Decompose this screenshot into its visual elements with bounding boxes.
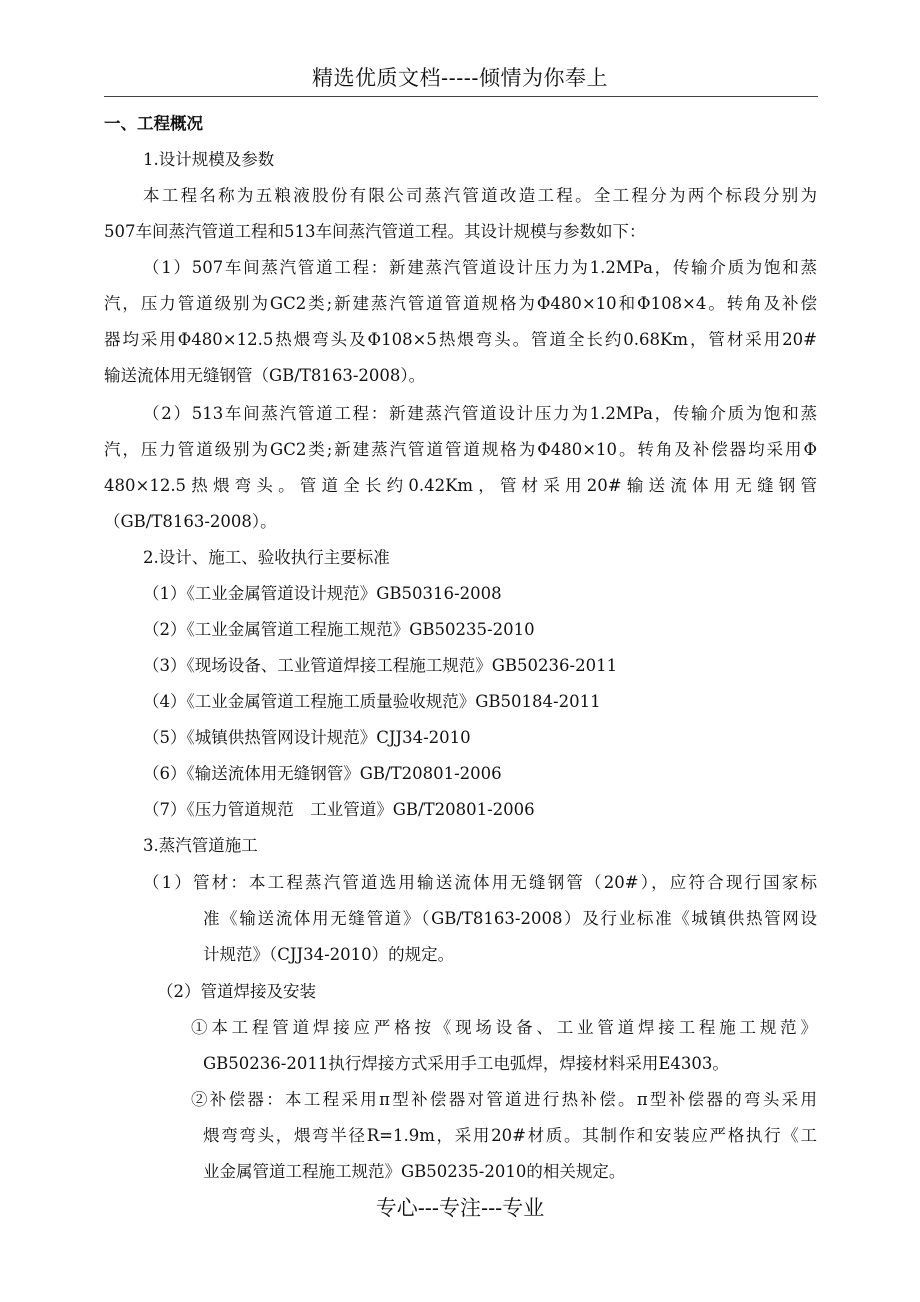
compensator-line-2: 煨弯弯头，煨弯半径R=1.9m，采用20#材质。其制作和安装应严格执行《工 (203, 1126, 817, 1145)
pipe-material-line-2: 准《输送流体用无缝管道》（GB/T8163-2008）及行业标准《城镇供热管网设 (203, 909, 817, 928)
intro-line-2: 507车间蒸汽管道工程和513车间蒸汽管道工程。其设计规模与参数如下： (104, 222, 646, 241)
item1-line-2: 汽，压力管道级别为GC2类;新建蒸汽管道管道规格为Φ480×10和Φ108×4。转角及补偿 (104, 294, 817, 313)
subsection-title-2: 2.设计、施工、验收执行主要标准 (143, 548, 390, 567)
intro-line-1: 本工程名称为五粮液股份有限公司蒸汽管道改造工程。全工程分为两个标段分别为 (143, 186, 817, 205)
item1-line-4: 输送流体用无缝钢管（GB/T8163-2008）。 (104, 366, 426, 385)
subsection-title-3: 3.蒸汽管道施工 (143, 836, 258, 855)
section-title: 一、工程概况 (104, 114, 203, 133)
header-divider (104, 96, 818, 97)
compensator-line-3: 业金属管道工程施工规范》GB50235-2010的相关规定。 (203, 1162, 626, 1181)
subsection-title-1: 1.设计规模及参数 (143, 150, 275, 169)
item1-line-3: 器均采用Φ480×12.5热煨弯头及Φ108×5热煨弯头。管道全长约0.68Km，管材采用20# (104, 330, 817, 349)
item2-line-2: 汽，压力管道级别为GC2类;新建蒸汽管道管道规格为Φ480×10。转角及补偿器均采用Φ (104, 440, 817, 459)
standard-item: （6）《输送流体用无缝钢管》GB/T20801-2006 (143, 764, 502, 783)
item2-line-3: 480×12.5热煨弯头。管道全长约0.42Km，管材采用20#输送流体用无缝钢管 (104, 476, 817, 495)
standard-item: （4）《工业金属管道工程施工质量验收规范》GB50184-2011 (143, 692, 601, 711)
standard-item: （3）《现场设备、工业管道焊接工程施工规范》GB50236-2011 (143, 656, 618, 675)
standard-item: （7）《压力管道规范 工业管道》GB/T20801-2006 (143, 800, 535, 819)
welding-point1-line-2: GB50236-2011执行焊接方式采用手工电弧焊，焊接材料采用E4303。 (203, 1054, 729, 1073)
welding-point1-line-1: ①本工程管道焊接应严格按《现场设备、工业管道焊接工程施工规范》 (191, 1018, 817, 1037)
welding-title: （2）管道焊接及安装 (157, 982, 316, 1001)
item2-line-1: （2）513车间蒸汽管道工程：新建蒸汽管道设计压力为1.2MPa，传输介质为饱和蒸 (143, 404, 817, 423)
item1-line-1: （1）507车间蒸汽管道工程：新建蒸汽管道设计压力为1.2MPa，传输介质为饱和蒸 (143, 258, 817, 277)
item2-line-4: （GB/T8163-2008）。 (104, 512, 277, 531)
standard-item: （5）《城镇供热管网设计规范》CJJ34-2010 (143, 728, 471, 747)
pipe-material-line-3: 计规范》（CJJ34-2010）的规定。 (203, 945, 455, 964)
page-header: 精选优质文档-----倾情为你奉上 (312, 66, 608, 90)
page-footer: 专心---专注---专业 (375, 1196, 545, 1220)
standard-item: （2）《工业金属管道工程施工规范》GB50235-2010 (143, 620, 535, 639)
pipe-material-line-1: （1）管材：本工程蒸汽管道选用输送流体用无缝钢管（20#），应符合现行国家标 (143, 873, 817, 892)
compensator-line-1: ②补偿器：本工程采用π型补偿器对管道进行热补偿。π型补偿器的弯头采用 (191, 1090, 817, 1109)
standard-item: （1）《工业金属管道设计规范》GB50316-2008 (143, 584, 502, 603)
